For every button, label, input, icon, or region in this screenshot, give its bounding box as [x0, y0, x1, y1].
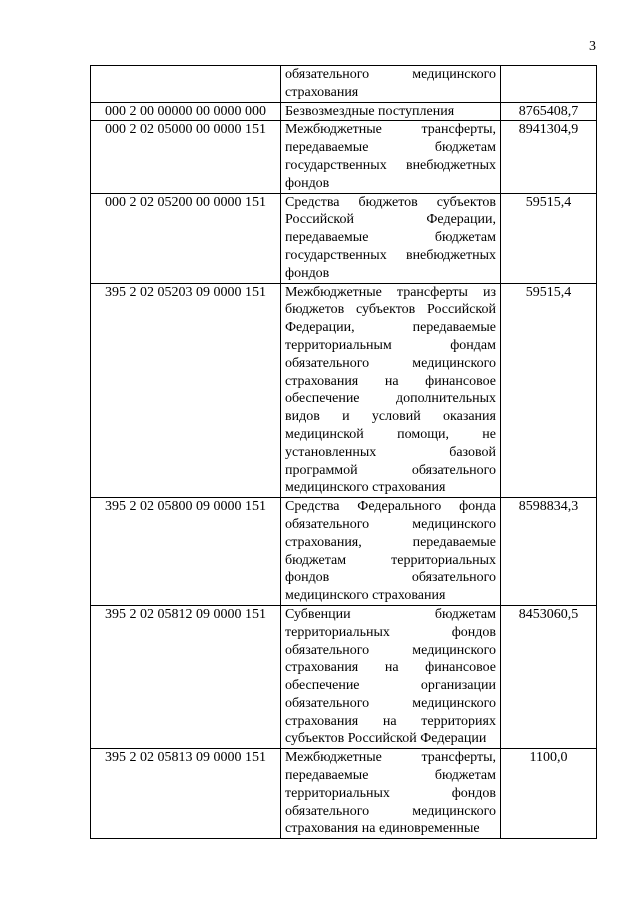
revenue-amount-cell: 8453060,5 [501, 605, 597, 748]
revenue-amount-cell: 59515,4 [501, 283, 597, 498]
revenue-name-cell: Межбюджетные трансферты, передаваемые бюджетам территориальных фондов обязательного медицинского страхования на единовременные [281, 749, 501, 839]
revenue-amount-cell: 8941304,9 [501, 121, 597, 193]
revenue-code-cell: 000 2 02 05000 00 0000 151 [91, 121, 281, 193]
revenue-code-cell: 395 2 02 05812 09 0000 151 [91, 605, 281, 748]
table-row [91, 193, 597, 283]
revenue-name-cell: Средства Федерального фонда обязательного медицинского страхования, передаваемые бюджетам территориальных фондов обязательного медицинского страхования [281, 498, 501, 606]
revenue-amount-cell: 8598834,3 [501, 498, 597, 606]
revenue-code-cell [91, 66, 281, 103]
revenue-amount-cell [501, 66, 597, 103]
revenue-amount-cell: 1100,0 [501, 749, 597, 839]
revenue-code-cell: 395 2 02 05800 09 0000 151 [91, 498, 281, 606]
budget-revenue-table [90, 65, 597, 839]
revenue-name-cell: обязательного медицинского страхования [281, 66, 501, 103]
revenue-amount-cell: 8765408,7 [501, 102, 597, 121]
revenue-name-cell: Межбюджетные трансферты, передаваемые бюджетам государственных внебюджетных фондов [281, 121, 501, 193]
table-row [91, 605, 597, 748]
table-row [91, 283, 597, 498]
revenue-name-cell: Средства бюджетов субъектов Российской Федерации, передаваемые бюджетам государственных внебюджетных фондов [281, 193, 501, 283]
page-number: 3 [589, 39, 596, 54]
revenue-name-cell: Межбюджетные трансферты из бюджетов субъектов Российской Федерации, передаваемые территориальным фондам обязательного медицинского страхования на финансовое обеспечение дополнительных видов и условий оказания медицинской помощи, не установленных базовой программой обязательного медицинского страхования [281, 283, 501, 498]
revenue-code-cell: 000 2 02 05200 00 0000 151 [91, 193, 281, 283]
revenue-name-cell: Безвозмездные поступления [281, 102, 501, 121]
table-row [91, 66, 597, 103]
table-row [91, 749, 597, 839]
revenue-code-cell: 395 2 02 05813 09 0000 151 [91, 749, 281, 839]
revenue-code-cell: 395 2 02 05203 09 0000 151 [91, 283, 281, 498]
revenue-name-cell: Субвенции бюджетам территориальных фондов обязательного медицинского страхования на финансовое обеспечение организации обязательного медицинского страхования на территориях субъектов Российской Федерации [281, 605, 501, 748]
table-row [91, 498, 597, 606]
revenue-code-cell: 000 2 00 00000 00 0000 000 [91, 102, 281, 121]
revenue-amount-cell: 59515,4 [501, 193, 597, 283]
table-row [91, 121, 597, 193]
table-row [91, 102, 597, 121]
